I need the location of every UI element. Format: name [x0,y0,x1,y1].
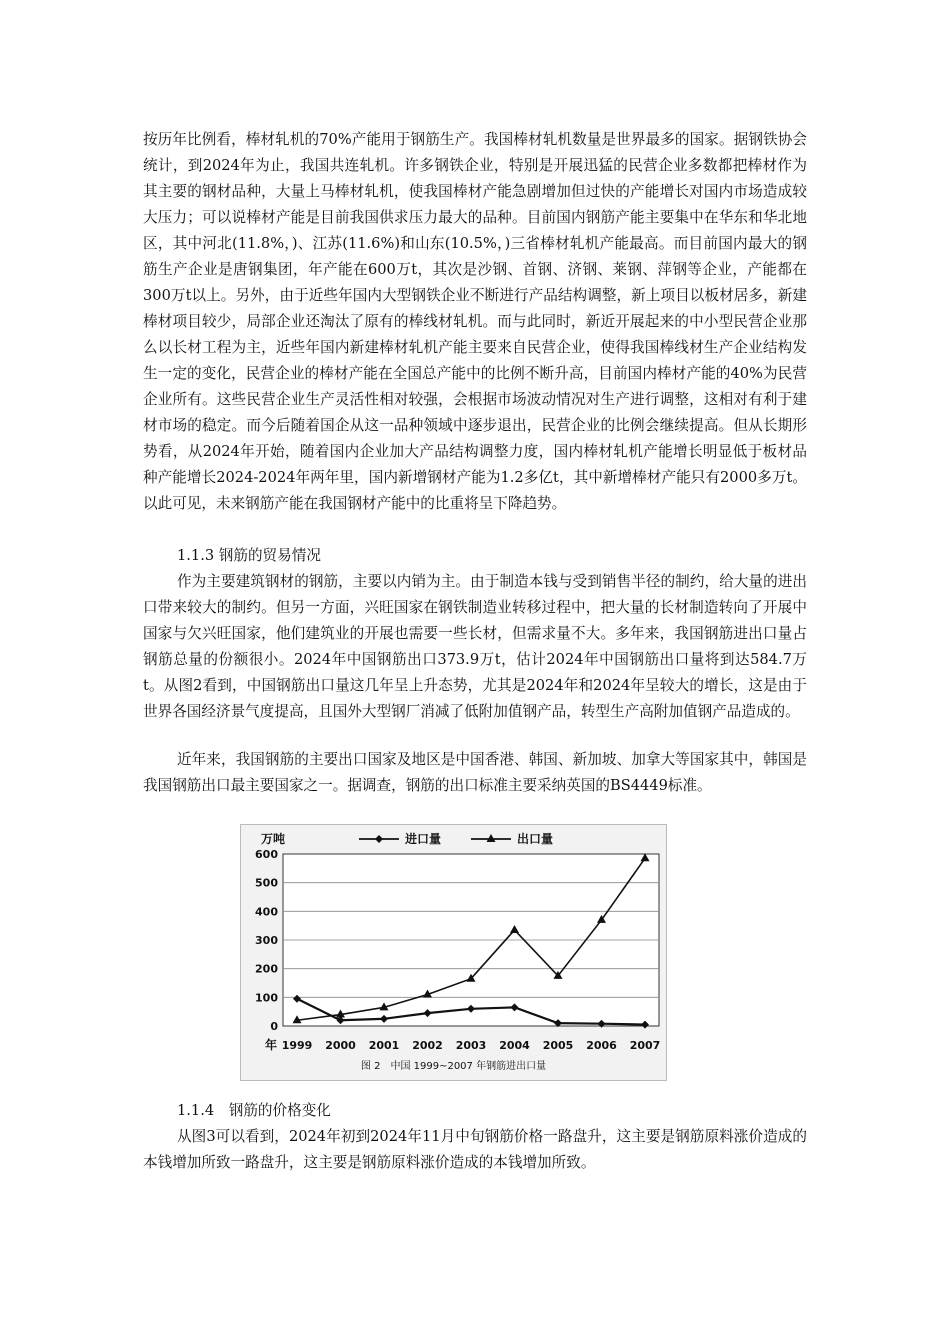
section-heading-trade: 1.1.3 钢筋的贸易情况 [177,547,321,564]
x-tick-label: 2004 [499,1039,530,1052]
x-tick-label: 2000 [325,1039,356,1052]
paragraph-trade: 作为主要建筑钢材的钢筋，主要以内销为主。由于制造本钱与受到销售半径的制约，给大量的进出口带来较大的制约。但另一方面，兴旺国家在钢铁制造业转移过程中，把大量的长材制造转向了开展中国家与欠兴旺国家，他们建筑业的开展也需要一些长材，但需求量不大。多年来，我国钢筋进出口量占钢筋总量的份额很小。2024年中国钢筋出口373.9万t，估计2024年中国钢筋出口量将到达584.7万t。从图2看到，中国钢筋出口量这几年呈上升态势，尤其是2024年和2024年呈较大的增长，这是由于世界各国经济景气度提高，且国外大型钢厂消减了低附加值钢产品，转型生产高附加值钢产品造成的。 [143,573,807,720]
y-tick-label: 600 [255,848,278,861]
legend-marker [375,835,383,843]
x-tick-label: 1999 [281,1039,313,1052]
line-chart [241,825,666,1055]
y-tick-label: 400 [255,905,278,919]
legend-marker [487,834,496,842]
figure-import-export-chart [240,824,667,1081]
y-tick-label: 200 [255,962,278,976]
y-axis-label: 万吨 [261,832,286,846]
x-tick-label: 2006 [586,1039,617,1052]
y-tick-label: 300 [255,934,278,947]
paragraph-export-destinations: 近年来，我国钢筋的主要出口国家及地区是中国香港、韩国、新加坡、加拿大等国家其中，韩国是我国钢筋出口最主要国家之一。据调查，钢筋的出口标准主要采纳英国的BS4449标准。 [143,751,807,794]
x-tick-label: 2003 [455,1039,487,1052]
legend-label: 进口量 [405,832,442,846]
legend-label: 出口量 [517,832,554,846]
section-heading-price: 1.1.4 钢筋的价格变化 [177,1102,331,1119]
x-tick-label: 2002 [412,1039,443,1052]
paragraph-rebar-capacity: 按历年比例看，棒材轧机的70%产能用于钢筋生产。我国棒材轧机数量是世界最多的国家。据钢铁协会统计，到2024年为止，我国共连轧机。许多钢铁企业，特别是开展迅猛的民营企业多数都把棒材作为其主要的钢材品种，大量上马棒材轧机，使我国棒材产能急剧增加但过快的产能增长对国内市场造成较大压力；可以说棒材产能是目前我国供求压力最大的品种。目前国内钢筋产能主要集中在华东和华北地区，其中河北(11.8%，)、江苏(11.6%)和山东(10.5%，)三省棒材轧机产能最高。而目前国内最大的钢筋生产企业是唐钢集团，年产能在600万t，其次是沙钢、首钢、济钢、莱钢、萍钢等企业，产能都在300万t以上。另外，由于近些年国内大型钢铁企业不断进行产品结构调整，新上项目以板材居多，新建棒材项目较少，局部企业还淘汰了原有的棒线材轧机。而与此同时，新近开展起来的中小型民营企业那么以长材工程为主，近些年国内新建棒材轧机产能主要来自民营企业，使得我国棒线材生产企业结构发生一定的变化，民营企业的棒材产能在全国总产能中的比例不断升高，目前国内棒材产能的40%为民营企业所有。这些民营企业生产灵活性相对较强，会根据市场波动情况对生产进行调整，这相对有利于建材市场的稳定。而今后随着国企从这一品种领域中逐步退出，民营企业的比例会继续提高。但从长期形势看，从2024年开始，随着国内企业加大产品结构调整力度，国内棒材轧机产能增长明显低于板材品种产能增长2024-2024年两年里，国内新增钢材产能为1.2多亿t，其中新增棒材产能只有2000多万t。以此可见，未来钢筋产能在我国钢材产能中的比重将呈下降趋势。 [143,131,807,512]
x-tick-label: 2005 [542,1039,574,1052]
y-tick-label: 100 [255,991,278,1005]
paragraph-price: 从图3可以看到，2024年初到2024年11月中旬钢筋价格一路盘升，这主要是钢筋原料涨价造成的本钱增加所致一路盘升，这主要是钢筋原料涨价造成的本钱增加所致。 [143,1128,807,1171]
x-axis-label: 年 [264,1038,277,1052]
y-tick-label: 500 [255,876,278,890]
figure-caption: 图 2 中国 1999~2007 年钢筋进出口量 [360,1061,547,1072]
x-tick-label: 2001 [368,1039,400,1052]
y-tick-label: 0 [270,1020,278,1033]
x-tick-label: 2007 [629,1039,661,1052]
